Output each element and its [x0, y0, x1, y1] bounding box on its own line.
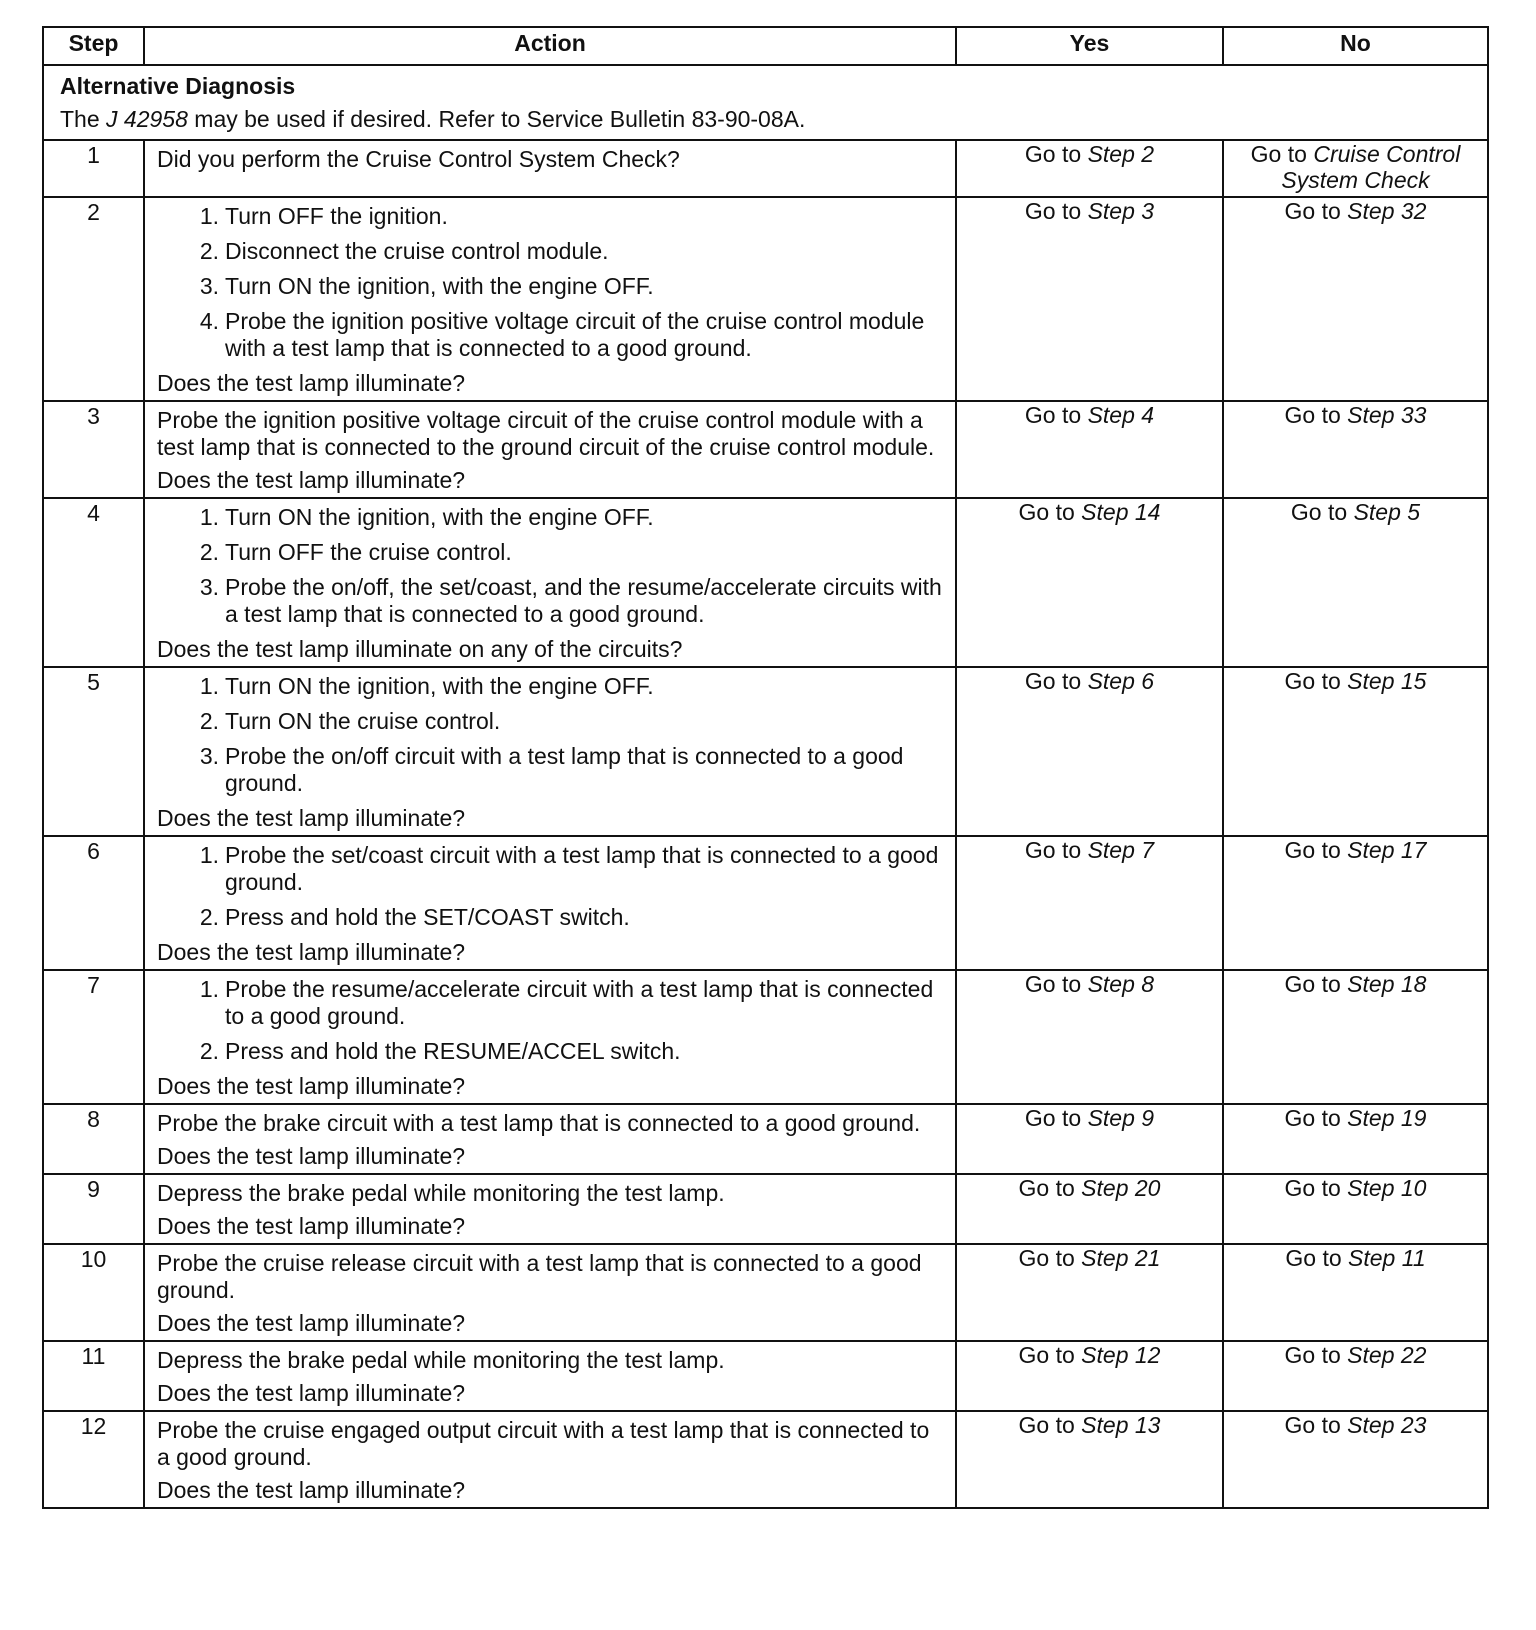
action-list — [157, 203, 947, 362]
list-item — [157, 673, 947, 700]
list-number: 2. — [199, 1038, 219, 1064]
no-result — [1223, 1244, 1488, 1341]
goto-target: Step 8 — [1087, 971, 1155, 997]
step-number: 4 — [43, 498, 144, 667]
list-item — [157, 976, 947, 1030]
goto-target: Step 19 — [1347, 1105, 1427, 1131]
goto-prefix: Go to — [1018, 1245, 1082, 1271]
yes-result — [956, 1174, 1223, 1244]
action-cell — [144, 1244, 956, 1341]
alternative-text-after: may be used if desired. Refer to Service Bulletin 83-90-08A. — [187, 106, 806, 132]
goto-target: Step 21 — [1081, 1245, 1161, 1271]
goto-prefix: Go to — [1284, 198, 1348, 224]
action-question: Does the test lamp illuminate? — [157, 1073, 466, 1099]
list-item — [157, 238, 947, 265]
yes-result — [956, 498, 1223, 667]
goto-prefix: Go to — [1284, 837, 1348, 863]
action-text: Depress the brake pedal while monitoring the test lamp. — [157, 1347, 725, 1373]
no-result — [1223, 667, 1488, 836]
goto-target: Step 23 — [1347, 1412, 1427, 1438]
action-cell — [144, 667, 956, 836]
no-result — [1223, 1411, 1488, 1508]
action-question: Does the test lamp illuminate? — [157, 1143, 466, 1169]
step-number: 2 — [43, 197, 144, 401]
list-item — [157, 1038, 947, 1065]
list-number: 2. — [199, 539, 219, 565]
step-number: 12 — [43, 1411, 144, 1508]
action-list — [157, 504, 947, 628]
yes-result — [956, 401, 1223, 498]
list-text: Turn ON the ignition, with the engine OFF. — [225, 504, 654, 530]
action-question: Does the test lamp illuminate? — [157, 1213, 466, 1239]
table-row — [43, 1341, 1488, 1411]
list-item — [157, 273, 947, 300]
step-number: 9 — [43, 1174, 144, 1244]
alternative-title: Alternative Diagnosis — [60, 73, 296, 99]
action-cell — [144, 401, 956, 498]
goto-prefix: Go to — [1024, 402, 1088, 428]
goto-target: Step 11 — [1348, 1245, 1426, 1271]
action-list — [157, 673, 947, 797]
goto-target: Step 4 — [1087, 402, 1155, 428]
yes-result — [956, 667, 1223, 836]
list-number: 2. — [199, 904, 219, 930]
list-number: 1. — [199, 504, 219, 530]
action-list — [157, 842, 947, 931]
goto-target: Step 6 — [1087, 668, 1155, 694]
list-text: Turn ON the cruise control. — [225, 708, 501, 734]
list-text: Disconnect the cruise control module. — [225, 238, 609, 264]
goto-target: Step 5 — [1353, 499, 1421, 525]
list-text: Turn OFF the cruise control. — [225, 539, 512, 565]
action-question: Does the test lamp illuminate? — [157, 370, 466, 396]
action-cell — [144, 197, 956, 401]
alternative-text-before: The — [60, 106, 107, 132]
list-text: Turn ON the ignition, with the engine OFF. — [225, 273, 654, 299]
list-item — [157, 203, 947, 230]
header-row — [43, 27, 1488, 65]
yes-result — [956, 140, 1223, 197]
yes-result — [956, 1411, 1223, 1508]
list-text: Turn ON the ignition, with the engine OFF. — [225, 673, 654, 699]
list-item — [157, 842, 947, 896]
yes-result — [956, 197, 1223, 401]
action-cell — [144, 1411, 956, 1508]
table-row — [43, 1411, 1488, 1508]
list-item — [157, 743, 947, 797]
list-number: 3. — [199, 273, 219, 299]
action-cell — [144, 836, 956, 970]
table-row — [43, 401, 1488, 498]
header-action: Action — [144, 27, 956, 65]
list-text: Turn OFF the ignition. — [225, 203, 448, 229]
goto-target: Step 33 — [1347, 402, 1427, 428]
step-number: 3 — [43, 401, 144, 498]
list-number: 4. — [199, 308, 219, 334]
action-text: Probe the brake circuit with a test lamp that is connected to a good ground. — [157, 1110, 921, 1136]
list-number: 2. — [199, 708, 219, 734]
action-list — [157, 976, 947, 1065]
goto-prefix: Go to — [1284, 668, 1348, 694]
action-question: Does the test lamp illuminate? — [157, 939, 466, 965]
list-number: 1. — [199, 673, 219, 699]
list-item — [157, 574, 947, 628]
goto-prefix: Go to — [1018, 499, 1082, 525]
goto-prefix: Go to — [1284, 1342, 1348, 1368]
step-number: 11 — [43, 1341, 144, 1411]
list-number: 1. — [199, 842, 219, 868]
list-text: Probe the ignition positive voltage circuit of the cruise control module with a test lamp that is connected to a good ground. — [225, 308, 925, 361]
goto-prefix: Go to — [1018, 1342, 1082, 1368]
table-row — [43, 667, 1488, 836]
goto-target: Step 7 — [1087, 837, 1155, 863]
list-text: Probe the on/off, the set/coast, and the resume/accelerate circuits with a test lamp that is connected to a good ground. — [225, 574, 942, 627]
no-result — [1223, 498, 1488, 667]
tool-reference: J 42958 — [106, 106, 188, 132]
action-cell — [144, 1341, 956, 1411]
action-cell — [144, 970, 956, 1104]
action-text: Depress the brake pedal while monitoring the test lamp. — [157, 1180, 725, 1206]
table-row — [43, 140, 1488, 197]
no-result — [1223, 836, 1488, 970]
alternative-note — [60, 103, 1479, 136]
action-question: Does the test lamp illuminate? — [157, 1310, 466, 1336]
goto-target: Step 17 — [1347, 837, 1427, 863]
no-result — [1223, 197, 1488, 401]
action-cell — [144, 1174, 956, 1244]
goto-prefix: Go to — [1284, 1412, 1348, 1438]
list-text: Probe the set/coast circuit with a test lamp that is connected to a good ground. — [225, 842, 939, 895]
goto-target: Step 32 — [1347, 198, 1427, 224]
step-number: 10 — [43, 1244, 144, 1341]
goto-target: Step 12 — [1081, 1342, 1161, 1368]
goto-prefix: Go to — [1284, 1175, 1348, 1201]
yes-result — [956, 1104, 1223, 1174]
list-item — [157, 539, 947, 566]
action-cell — [144, 1104, 956, 1174]
table-row — [43, 1104, 1488, 1174]
header-no: No — [1223, 27, 1488, 65]
goto-prefix: Go to — [1024, 198, 1088, 224]
goto-target: Step 13 — [1081, 1412, 1161, 1438]
alternative-diagnosis-row — [43, 65, 1488, 140]
action-question: Does the test lamp illuminate? — [157, 1477, 466, 1503]
no-result — [1223, 401, 1488, 498]
list-text: Probe the resume/accelerate circuit with a test lamp that is connected to a good ground. — [225, 976, 934, 1029]
step-number: 6 — [43, 836, 144, 970]
yes-result — [956, 1244, 1223, 1341]
alternative-diagnosis — [43, 65, 1488, 140]
list-number: 1. — [199, 203, 219, 229]
list-number: 1. — [199, 976, 219, 1002]
yes-result — [956, 970, 1223, 1104]
list-item — [157, 708, 947, 735]
action-question: Does the test lamp illuminate? — [157, 1380, 466, 1406]
no-result — [1223, 970, 1488, 1104]
goto-target: Step 15 — [1347, 668, 1427, 694]
goto-prefix: Go to — [1024, 837, 1088, 863]
no-result — [1223, 140, 1488, 197]
action-question: Does the test lamp illuminate? — [157, 805, 466, 831]
goto-target: Step 2 — [1087, 141, 1155, 167]
list-item — [157, 308, 947, 362]
table-row — [43, 498, 1488, 667]
header-step: Step — [43, 27, 144, 65]
no-result — [1223, 1174, 1488, 1244]
list-text: Press and hold the RESUME/ACCEL switch. — [225, 1038, 681, 1064]
goto-target: Step 10 — [1347, 1175, 1427, 1201]
yes-result — [956, 1341, 1223, 1411]
no-result — [1223, 1341, 1488, 1411]
goto-target: Step 20 — [1081, 1175, 1161, 1201]
goto-target: Step 14 — [1081, 499, 1161, 525]
table-row — [43, 1244, 1488, 1341]
action-cell — [144, 140, 956, 197]
list-item — [157, 904, 947, 931]
action-text: Probe the cruise engaged output circuit with a test lamp that is connected to a good ground. — [157, 1417, 930, 1470]
yes-result — [956, 836, 1223, 970]
goto-prefix: Go to — [1024, 141, 1088, 167]
goto-prefix: Go to — [1250, 141, 1314, 167]
goto-target: Step 9 — [1087, 1105, 1155, 1131]
step-number: 7 — [43, 970, 144, 1104]
goto-target: Cruise Control System Check — [1281, 141, 1461, 193]
goto-prefix: Go to — [1290, 499, 1354, 525]
step-number: 8 — [43, 1104, 144, 1174]
action-question: Does the test lamp illuminate on any of the circuits? — [157, 636, 683, 662]
table-row — [43, 1174, 1488, 1244]
goto-prefix: Go to — [1018, 1175, 1082, 1201]
list-number: 3. — [199, 574, 219, 600]
diagnostic-table — [42, 26, 1489, 1509]
goto-target: Step 18 — [1347, 971, 1427, 997]
table-row — [43, 970, 1488, 1104]
action-cell — [144, 498, 956, 667]
goto-prefix: Go to — [1018, 1412, 1082, 1438]
goto-target: Step 22 — [1347, 1342, 1427, 1368]
goto-prefix: Go to — [1024, 668, 1088, 694]
step-number: 1 — [43, 140, 144, 197]
goto-prefix: Go to — [1285, 1245, 1349, 1271]
action-text: Probe the ignition positive voltage circuit of the cruise control module with a test lamp that is connected to the ground circuit of the cruise control module. — [157, 407, 935, 460]
action-text: Probe the cruise release circuit with a test lamp that is connected to a good ground. — [157, 1250, 922, 1303]
table-row — [43, 197, 1488, 401]
list-item — [157, 504, 947, 531]
no-result — [1223, 1104, 1488, 1174]
action-question: Does the test lamp illuminate? — [157, 467, 466, 493]
header-yes: Yes — [956, 27, 1223, 65]
goto-prefix: Go to — [1284, 971, 1348, 997]
goto-prefix: Go to — [1284, 1105, 1348, 1131]
table-row — [43, 836, 1488, 970]
goto-prefix: Go to — [1284, 402, 1348, 428]
goto-target: Step 3 — [1087, 198, 1155, 224]
list-text: Press and hold the SET/COAST switch. — [225, 904, 630, 930]
list-text: Probe the on/off circuit with a test lamp that is connected to a good ground. — [225, 743, 904, 796]
step-number: 5 — [43, 667, 144, 836]
list-number: 2. — [199, 238, 219, 264]
list-number: 3. — [199, 743, 219, 769]
goto-prefix: Go to — [1024, 971, 1088, 997]
action-text: Did you perform the Cruise Control System Check? — [157, 146, 680, 172]
goto-prefix: Go to — [1024, 1105, 1088, 1131]
